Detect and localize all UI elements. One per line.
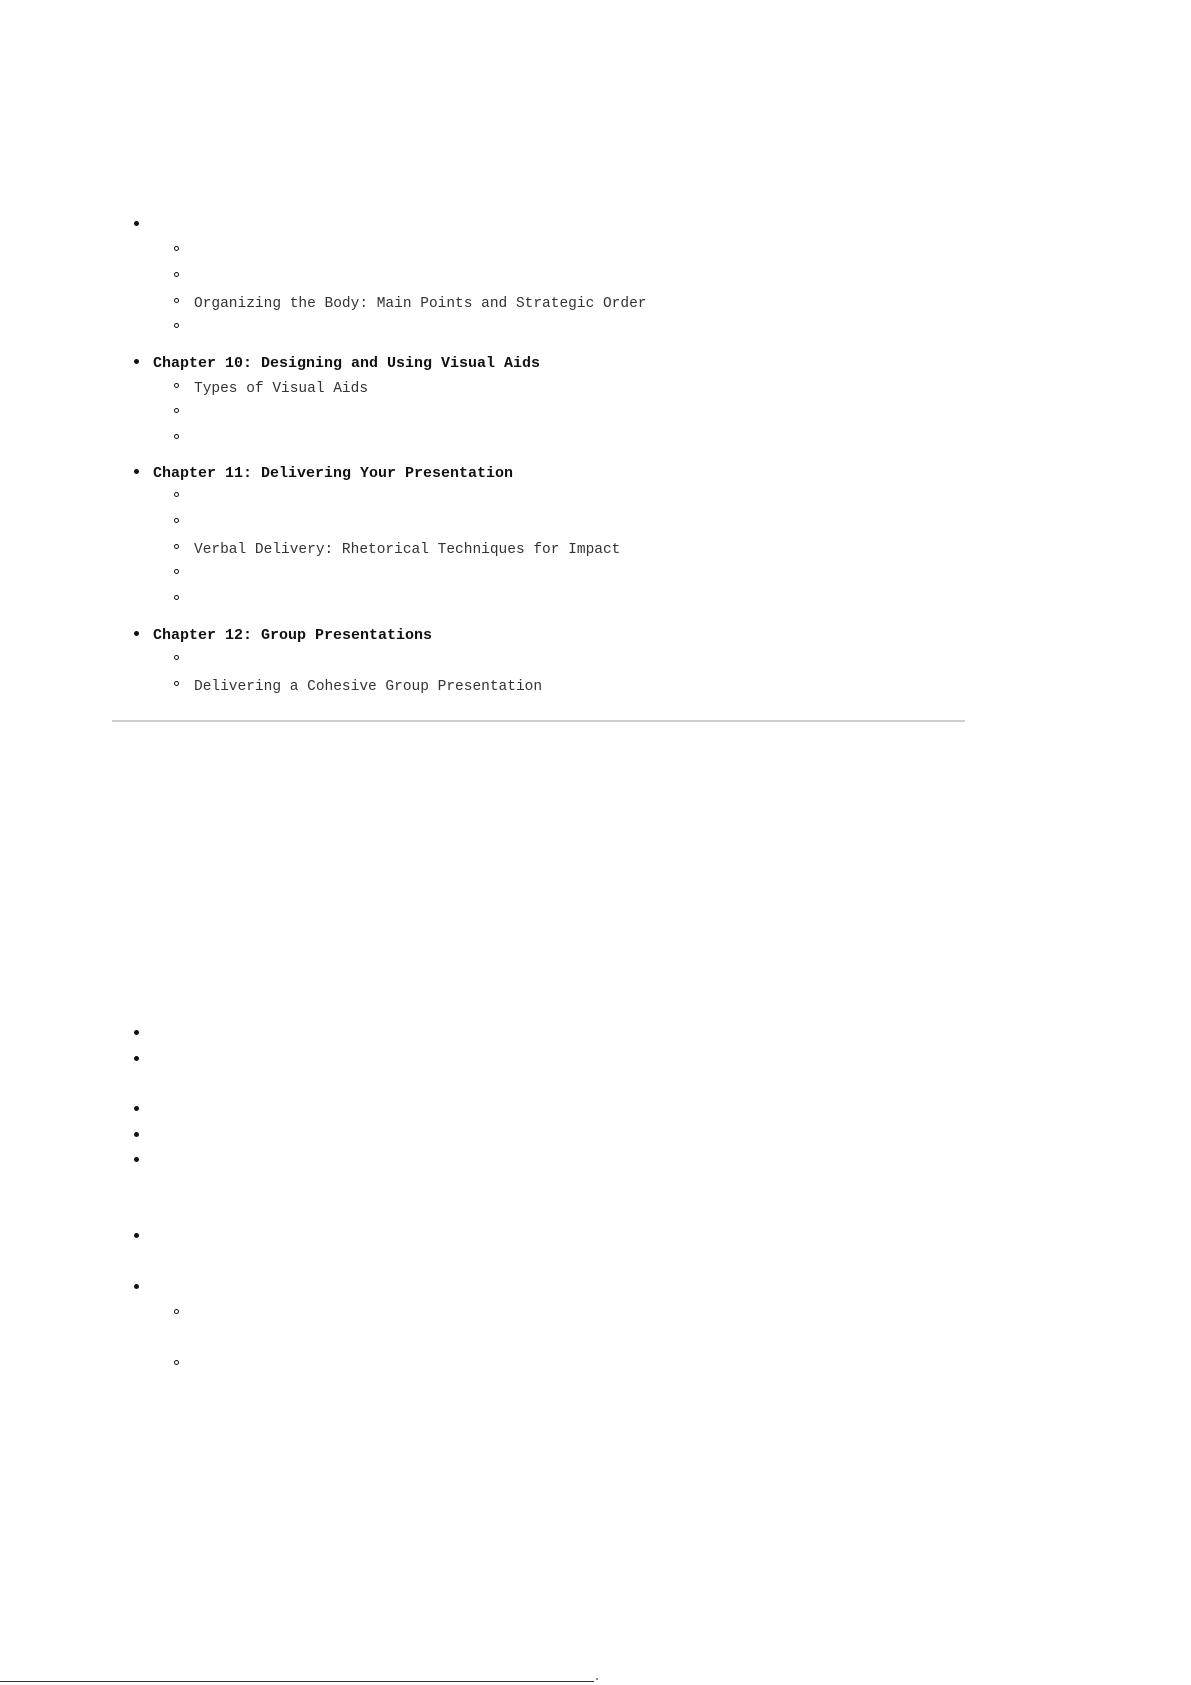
sub-bullet-icon <box>174 272 179 277</box>
section-divider <box>112 720 965 722</box>
bullet-icon <box>134 1157 139 1162</box>
sub-bullet-icon <box>174 246 179 251</box>
bullet-icon <box>134 1233 139 1238</box>
sub-bullet-icon <box>174 595 179 600</box>
sub-bullet-icon <box>174 518 179 523</box>
bullet-icon <box>134 359 139 364</box>
bullet-icon <box>134 1284 139 1289</box>
chapter-12-link[interactable]: Chapter 12: Group Presentations <box>153 627 433 644</box>
sub-bullet-icon <box>174 298 179 303</box>
sub-bullet-icon <box>174 655 179 660</box>
subsection-link[interactable]: Types of Visual Aids <box>194 381 369 397</box>
footer-rule <box>0 1681 594 1682</box>
sub-bullet-icon <box>174 1309 179 1314</box>
bullet-icon <box>134 1056 139 1061</box>
bullet-icon <box>134 1030 139 1035</box>
subsection-link[interactable]: Delivering a Cohesive Group Presentation <box>194 679 543 695</box>
subsection-link[interactable]: Verbal Delivery: Rhetorical Techniques for Impact <box>194 542 621 558</box>
sub-bullet-icon <box>174 434 179 439</box>
sub-bullet-icon <box>174 1360 179 1365</box>
bullet-icon <box>134 631 139 636</box>
bullet-icon <box>134 1106 139 1111</box>
footer-mark <box>596 1678 598 1680</box>
sub-bullet-icon <box>174 408 179 413</box>
bullet-icon <box>134 469 139 474</box>
sub-bullet-icon <box>174 492 179 497</box>
sub-bullet-icon <box>174 323 179 328</box>
sub-bullet-icon <box>174 681 179 686</box>
sub-bullet-icon <box>174 569 179 574</box>
sub-bullet-icon <box>174 544 179 549</box>
chapter-11-link[interactable]: Chapter 11: Delivering Your Presentation <box>153 465 514 482</box>
chapter-10-link[interactable]: Chapter 10: Designing and Using Visual Aids <box>153 355 541 372</box>
sub-bullet-icon <box>174 383 179 388</box>
subsection-link[interactable]: Organizing the Body: Main Points and Strategic Order <box>194 296 647 312</box>
bullet-icon <box>134 221 139 226</box>
bullet-icon <box>134 1132 139 1137</box>
